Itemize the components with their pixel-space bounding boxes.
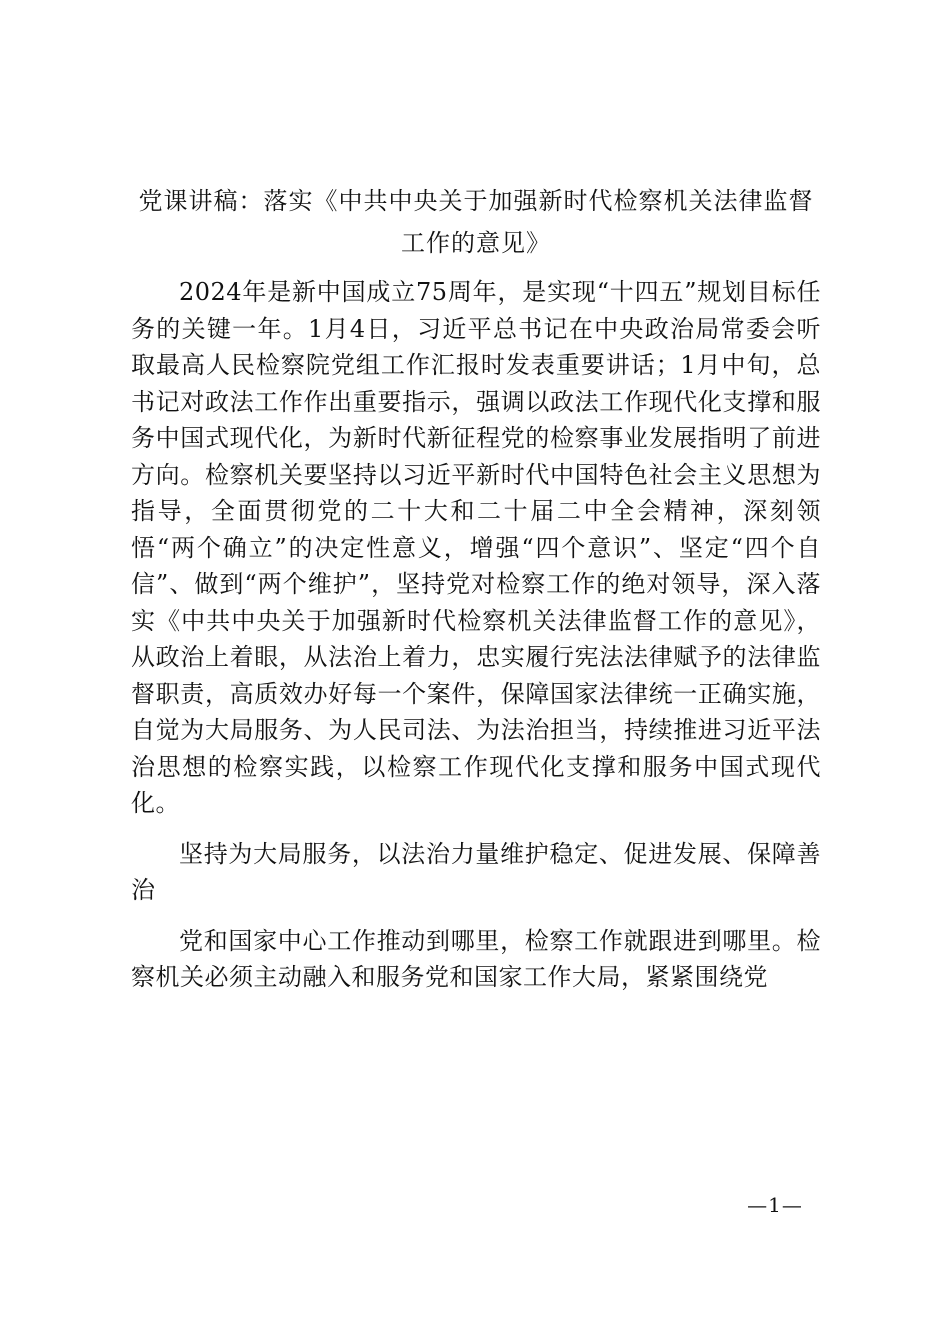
page-number: —1— [747,1193,803,1217]
document-title: 党课讲稿：落实《中共中央关于加强新时代检察机关法律监督工作的意见》 [138,187,814,257]
paragraph-section-heading: 坚持为大局服务，以法治力量维护稳定、促进发展、保障善治 [131,839,821,904]
document-body [131,180,821,996]
paragraph-intro: 2024年是新中国成立75周年，是实现“十四五”规划目标任务的关键一年。1月4日，习近平总书记在中央政治局常委会听取最高人民检察院党组工作汇报时发表重要讲话；1月中旬，总书记对政法工作作出重要指示，强调以政法工作现代化支撑和服务中国式现代化，为新时代新征程党的检察事业发展指明了前进方向。检察机关要坚持以习近平新时代中国特色社会主义思想为指导，全面贯彻党的二十大和二十届二中全会精神，深刻领悟“两个确立”的决定性意义，增强“四个意识”、坚定“四个自信”、做到“两个维护”，坚持党对检察工作的绝对领导，深入落实《中共中央关于加强新时代检察机关法律监督工作的意见》，从政治上着眼，从法治上着力，忠实履行宪法法律赋予的法律监督职责，高质效办好每一个案件，保障国家法律统一正确实施，自觉为大局服务、为人民司法、为法治担当，持续推进习近平法治思想的检察实践，以检察工作现代化支撑和服务中国式现代化。 [131,278,821,817]
paragraph-body: 党和国家中心工作推动到哪里，检察工作就跟进到哪里。检察机关必须主动融入和服务党和国家工作大局，紧紧围绕党 [131,926,821,991]
